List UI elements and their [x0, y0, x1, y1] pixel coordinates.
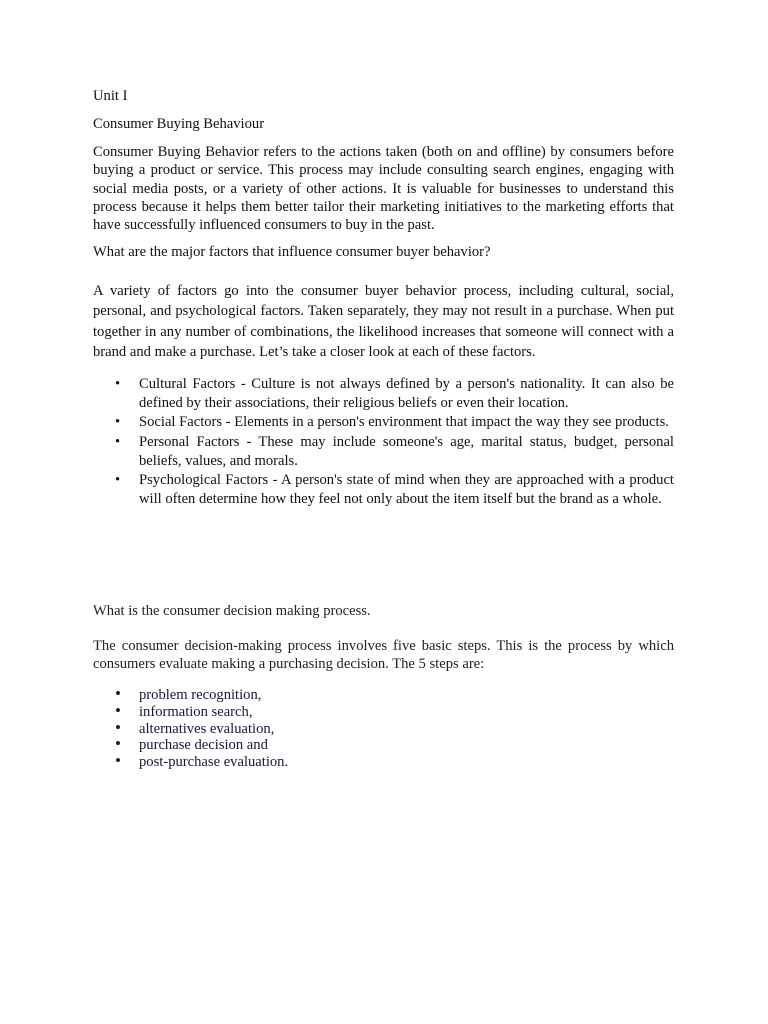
bullet-icon: • — [115, 751, 121, 771]
process-paragraph: The consumer decision-making process involves five basic steps. This is the process by which consumers evaluate making a purchasing decision. The 5 steps are: — [93, 638, 674, 673]
list-item: • Personal Factors - These may include someone's age, marital status, budget, personal beliefs, values, and morals. — [115, 433, 674, 469]
list-item: • Cultural Factors - Culture is not always defined by a person's nationality. It can also be defined by their associations, their religious beliefs or even their location. — [115, 376, 674, 412]
list-item: • post-purchase evaluation. — [115, 751, 289, 771]
intro-paragraph: Consumer Buying Behavior refers to the actions taken (both on and offline) by consumers before buying a product or service. This process may include consulting search engines, engaging with social media posts, or a variety of other actions. It is valuable for businesses to understand this process because it helps them better tailor their marketing initiatives to the marketing efforts that have successfully influenced consumers to buy in the past. — [93, 144, 674, 234]
list-item: • Psychological Factors - A person's state of mind when they are approached with a product will often determine how they feel not only about the item itself but the brand as a whole. — [115, 472, 674, 508]
bullet-icon: • — [115, 717, 121, 737]
factors-question: What are the major factors that influence consumer buyer behavior? — [93, 244, 491, 260]
process-question: What is the consumer decision making process. — [93, 603, 371, 619]
list-item: • problem recognition, — [115, 684, 262, 703]
list-item: • purchase decision and — [115, 734, 268, 754]
bullet-icon: • — [115, 376, 121, 392]
bullet-icon: • — [115, 700, 121, 720]
bullet-icon: • — [115, 433, 121, 450]
bullet-icon: • — [115, 684, 121, 703]
factors-list — [93, 375, 674, 509]
document-title: Consumer Buying Behaviour — [93, 116, 265, 132]
list-item: • Social Factors - Elements in a person's environment that impact the way they see products. — [93, 413, 674, 432]
bullet-icon: • — [115, 472, 121, 489]
factors-paragraph: A variety of factors go into the consumer buyer behavior process, including cultural, social, personal, and psychological factors. Taken separately, they may not result in a purchase. When put together in any number of combinations, the likelihood increases that someone will connect with a brand and make a purchase. Let’s take a closer look at each of these factors. — [93, 283, 674, 361]
list-item: • information search, — [115, 700, 253, 720]
bullet-icon: • — [115, 734, 121, 754]
unit-heading: Unit I — [93, 88, 128, 104]
list-item: • alternatives evaluation, — [115, 717, 275, 737]
bullet-icon: • — [115, 414, 121, 431]
steps-list — [93, 684, 674, 771]
